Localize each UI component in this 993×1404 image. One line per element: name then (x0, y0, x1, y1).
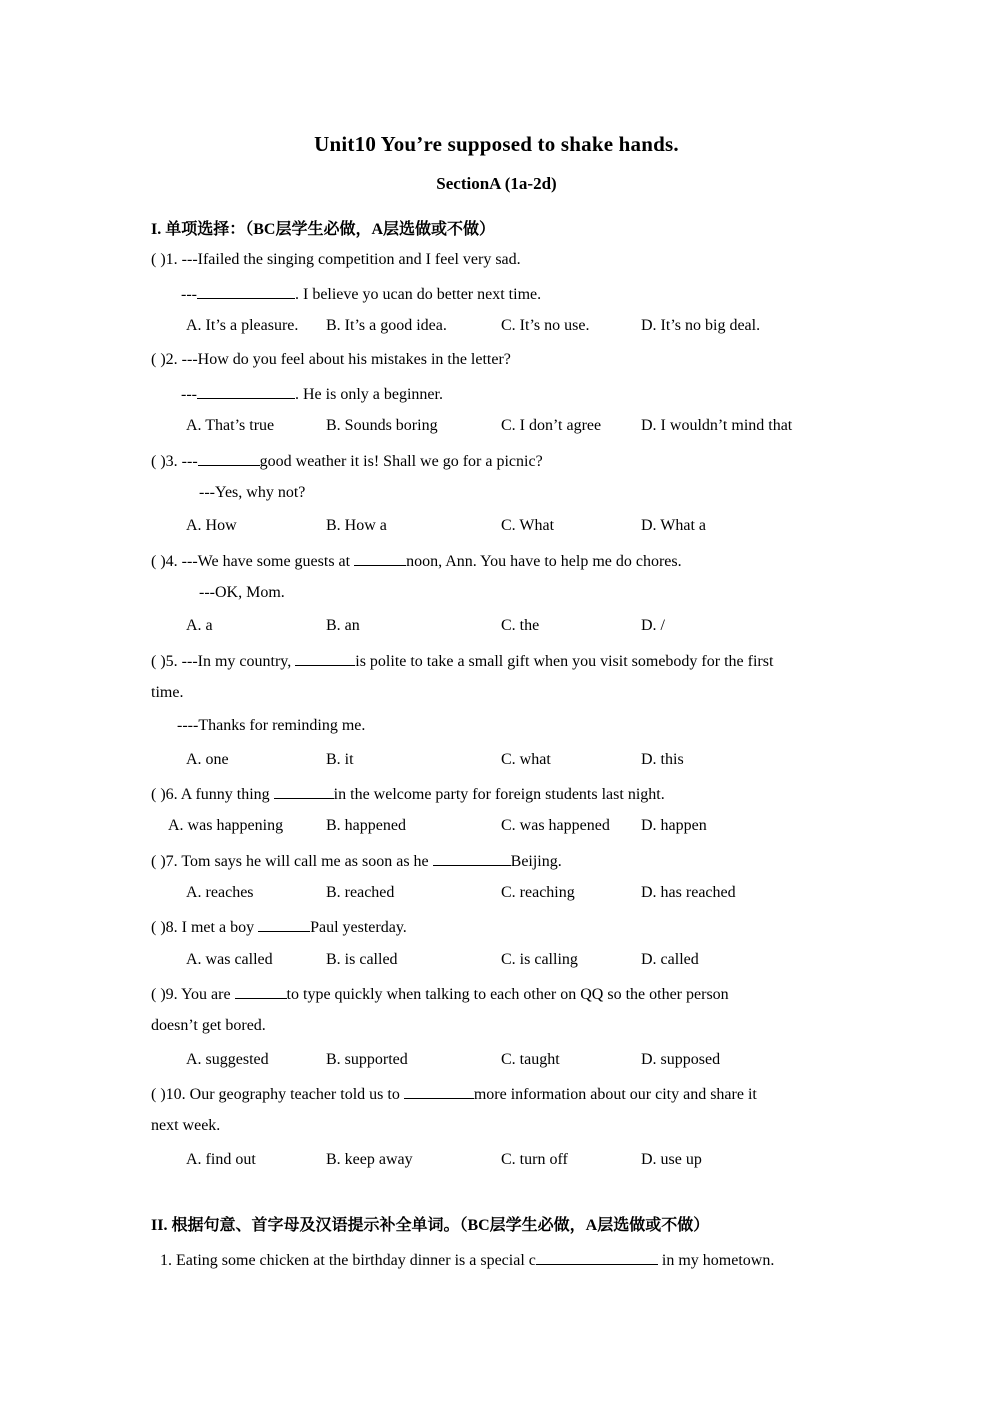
question-10-option-b: B. keep away (326, 1151, 413, 1168)
answer-blank[interactable] (295, 650, 355, 666)
question-5-option-a: A. one (186, 751, 229, 768)
question-5-stem-continued: time. (151, 684, 184, 701)
answer-blank[interactable] (536, 1249, 658, 1265)
stem-suffix: is polite to take a small gift when you visit somebody for the first (355, 653, 774, 670)
stem-prefix: ( )4. ---We have some guests at (151, 553, 355, 570)
section-1-heading: I. 单项选择：（BC层学生必做，A层选做或不做） (151, 221, 496, 238)
question-2-option-c: C. I don’t agree (501, 417, 602, 434)
question-10-option-a: A. find out (186, 1151, 256, 1168)
question-6-option-a: A. was happening (168, 817, 284, 834)
question-5-option-d: D. this (641, 751, 684, 768)
reply-suffix: . I believe yo ucan do better next time. (294, 286, 542, 303)
question-7-option-c: C. reaching (501, 884, 575, 901)
question-5-reply: ----Thanks for reminding me. (177, 717, 366, 734)
question-6-stem (151, 783, 665, 805)
question-7-option-a: A. reaches (186, 884, 254, 901)
stem-suffix: good weather it is! Shall we go for a picnic? (259, 453, 543, 470)
question-4-option-d: D. / (641, 617, 665, 634)
stem-prefix: ( )6. A funny thing (151, 786, 274, 803)
question-4-stem (151, 550, 682, 572)
question-2-option-d: D. I wouldn’t mind that (641, 417, 793, 434)
question-9-option-a: A. suggested (186, 1051, 269, 1068)
question-8-stem (151, 916, 407, 938)
reply-prefix: --- (181, 386, 197, 403)
fill-item-1 (160, 1249, 774, 1271)
question-10-stem (151, 1083, 757, 1105)
question-1-reply (181, 283, 541, 305)
question-1-option-c: C. It’s no use. (501, 317, 590, 334)
question-8-option-a: A. was called (186, 951, 273, 968)
question-4-option-b: B. an (326, 617, 360, 634)
question-9-option-d: D. supposed (641, 1051, 721, 1068)
stem-suffix: noon, Ann. You have to help me do chores. (406, 553, 682, 570)
answer-blank[interactable] (354, 550, 406, 566)
question-9-stem (151, 983, 729, 1005)
question-4-option-a: A. a (186, 617, 213, 634)
stem-prefix: ( )3. --- (151, 453, 198, 470)
question-8-option-d: D. called (641, 951, 699, 968)
answer-blank[interactable] (197, 283, 295, 299)
question-3-option-a: A. How (186, 517, 237, 534)
question-7-stem (151, 850, 562, 872)
question-8-option-b: B. is called (326, 951, 398, 968)
item-prefix: 1. Eating some chicken at the birthday dinner is a special c (160, 1252, 536, 1269)
stem-suffix: to type quickly when talking to each other on QQ so the other person (286, 986, 729, 1003)
answer-blank[interactable] (197, 383, 295, 399)
question-1-stem: ( )1. ---Ifailed the singing competition and I feel very sad. (151, 251, 521, 268)
answer-blank[interactable] (198, 450, 260, 466)
question-3-option-d: D. What a (641, 517, 707, 534)
answer-blank[interactable] (404, 1083, 474, 1099)
question-1-option-b: B. It’s a good idea. (326, 317, 447, 334)
question-3-option-b: B. How a (326, 517, 387, 534)
stem-suffix: in the welcome party for foreign students last night. (333, 786, 665, 803)
section-2-heading: II. 根据句意、首字母及汉语提示补全单词。（BC层学生必做，A层选做或不做） (151, 1217, 710, 1234)
question-6-option-b: B. happened (326, 817, 406, 834)
question-3-option-c: C. What (501, 517, 555, 534)
answer-blank[interactable] (235, 983, 287, 999)
answer-blank[interactable] (274, 783, 334, 799)
question-9-option-b: B. supported (326, 1051, 408, 1068)
page-subtitle: SectionA (1a-2d) (436, 174, 557, 193)
question-2-reply (181, 383, 443, 405)
question-9-stem-continued: doesn’t get bored. (151, 1017, 266, 1034)
question-10-stem-continued: next week. (151, 1117, 221, 1134)
question-5-stem (151, 650, 773, 672)
question-4-option-c: C. the (501, 617, 540, 634)
reply-prefix: --- (181, 286, 197, 303)
stem-suffix: Beijing. (510, 853, 562, 870)
reply-suffix: . He is only a beginner. (294, 386, 443, 403)
question-6-option-c: C. was happened (501, 817, 610, 834)
question-3-reply: ---Yes, why not? (199, 484, 306, 501)
question-5-option-c: C. what (501, 751, 551, 768)
stem-prefix: ( )7. Tom says he will call me as soon as he (151, 853, 433, 870)
question-2-stem: ( )2. ---How do you feel about his mistakes in the letter? (151, 351, 511, 368)
question-4-reply: ---OK, Mom. (199, 584, 285, 601)
question-2-option-a: A. That’s true (186, 417, 275, 434)
question-10-option-c: C. turn off (501, 1151, 568, 1168)
question-3-stem (151, 450, 543, 472)
question-1-option-a: A. It’s a pleasure. (186, 317, 299, 334)
stem-prefix: ( )9. You are (151, 986, 235, 1003)
question-9-option-c: C. taught (501, 1051, 560, 1068)
stem-prefix: ( )10. Our geography teacher told us to (151, 1086, 404, 1103)
question-8-option-c: C. is calling (501, 951, 578, 968)
question-5-option-b: B. it (326, 751, 354, 768)
question-7-option-d: D. has reached (641, 884, 736, 901)
stem-prefix: ( )5. ---In my country, (151, 653, 296, 670)
stem-suffix: more information about our city and share it (473, 1086, 757, 1103)
question-10-option-d: D. use up (641, 1151, 702, 1168)
answer-blank[interactable] (433, 850, 511, 866)
question-1-option-d: D. It’s no big deal. (641, 317, 761, 334)
item-suffix: in my hometown. (657, 1252, 775, 1269)
stem-prefix: ( )8. I met a boy (151, 919, 259, 936)
answer-blank[interactable] (258, 916, 310, 932)
question-7-option-b: B. reached (326, 884, 395, 901)
question-2-option-b: B. Sounds boring (326, 417, 438, 434)
stem-suffix: Paul yesterday. (310, 919, 407, 936)
question-6-option-d: D. happen (641, 817, 707, 834)
page-title: Unit10 You’re supposed to shake hands. (314, 132, 679, 156)
